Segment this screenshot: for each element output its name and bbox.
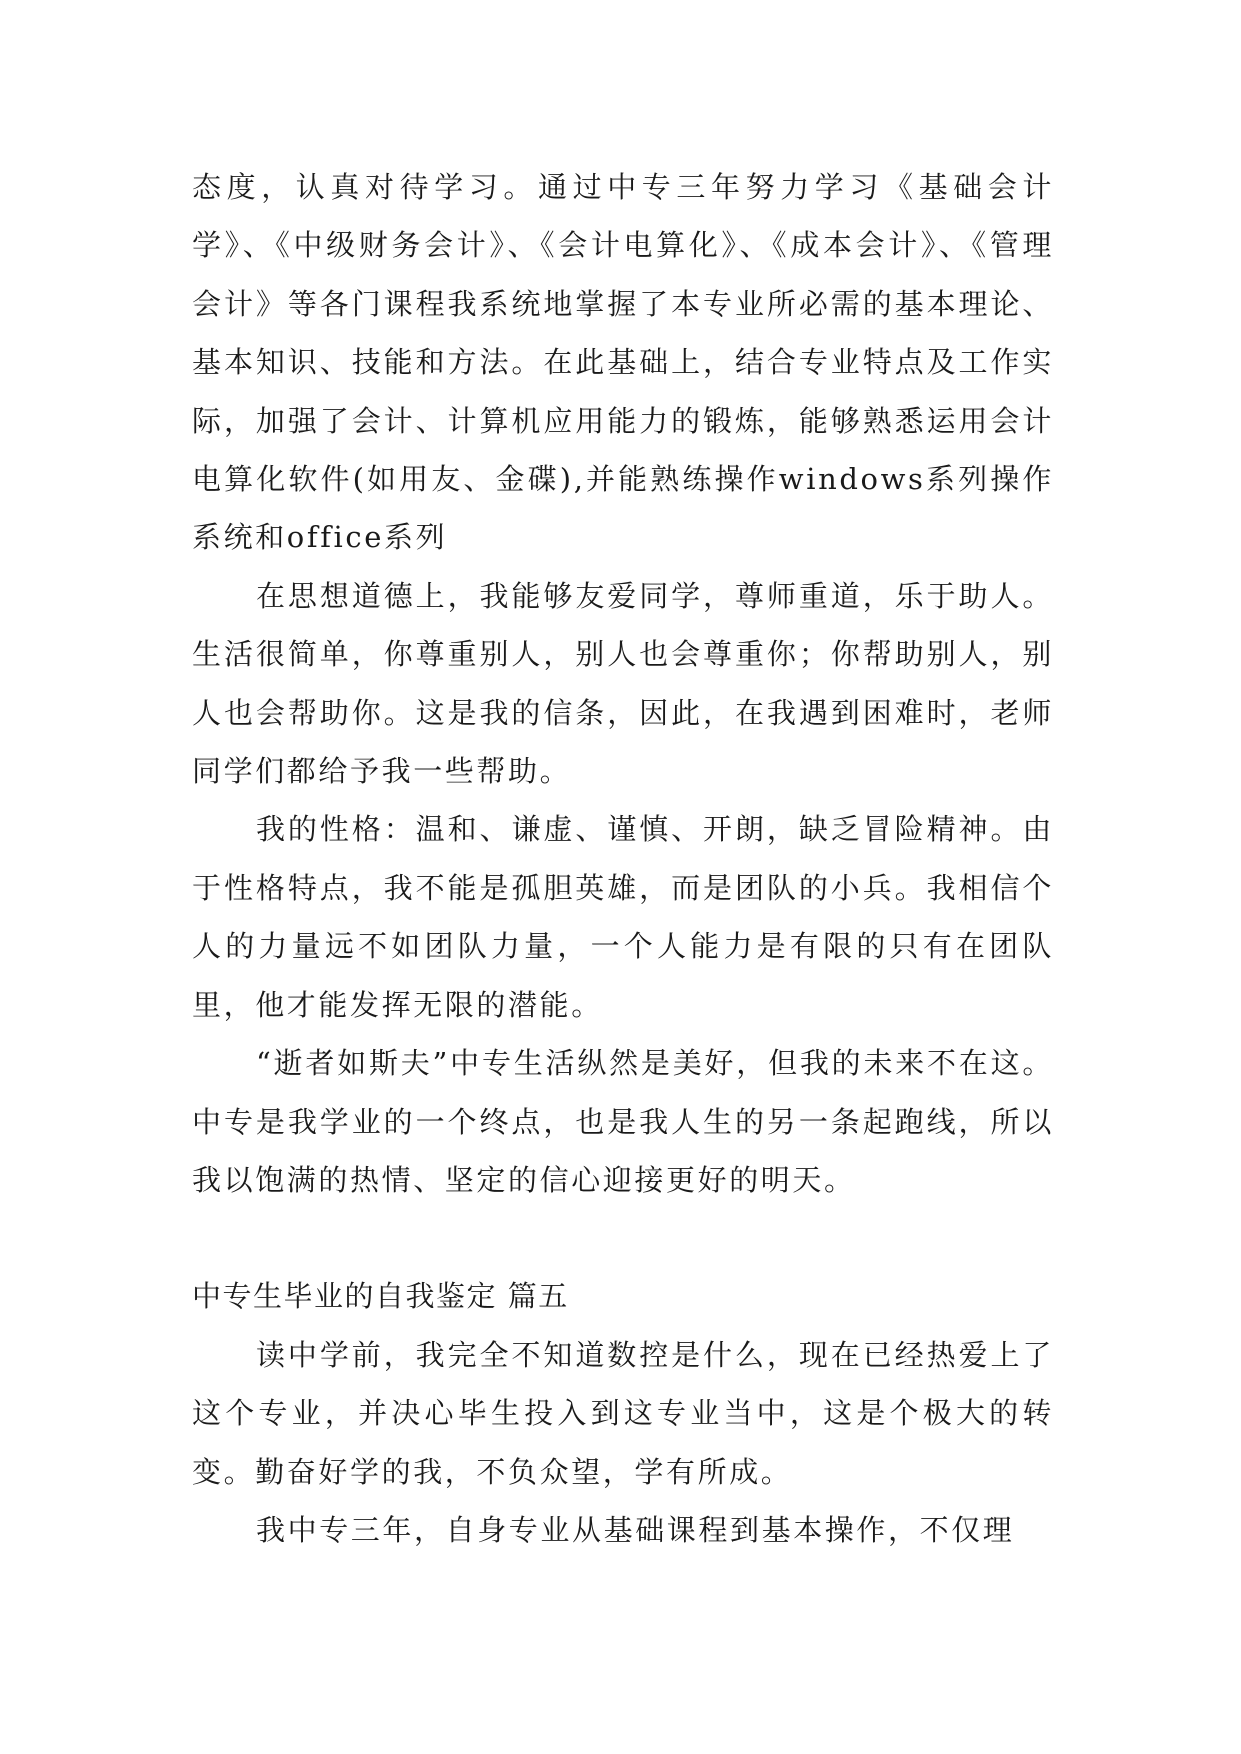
paragraph-personality: 我的性格：温和、谦虚、谨慎、开朗，缺乏冒险精神。由于性格特点，我不能是孤胆英雄，而是团队的小兵。我相信个人的力量远不如团队力量，一个人能力是有限的只有在团队里，他才能发挥无限的潜能。 (192, 812, 1054, 1022)
paragraph-cnc-study: 我中专三年，自身专业从基础课程到基本操作，不仅理 (256, 1512, 1015, 1547)
paragraph-morality: 在思想道德上，我能够友爱同学，尊师重道，乐于助人。生活很简单，你尊重别人，别人也会尊重你；你帮助别人，别人也会帮助你。这是我的信条，因此，在我遇到困难时，老师同学们都给予我一些帮助。 (192, 578, 1054, 789)
section-heading: 中专生毕业的自我鉴定 篇五 (192, 1279, 569, 1314)
paragraph-cnc-intro: 读中学前，我完全不知道数控是什么，现在已经热爱上了这个专业，并决心毕生投入到这专业当中，这是个极大的转变。勤奋好学的我，不负众望，学有所成。 (192, 1337, 1054, 1489)
document-body (192, 158, 1054, 1559)
paragraph-future: “逝者如斯夫”中专生活纵然是美好，但我的未来不在这。中专是我学业的一个终点，也是我人生的另一条起跑线，所以我以饱满的热情、坚定的信心迎接更好的明天。 (192, 1046, 1054, 1197)
paragraph-study-skills: 态度，认真对待学习。通过中专三年努力学习《基础会计学》、《中级财务会计》、《会计电算化》、《成本会计》、《管理会计》等各门课程我系统地掌握了本专业所必需的基本理论、基本知识、技能和方法。在此基础上，结合专业特点及工作实际，加强了会计、计算机应用能力的锻炼，能够熟悉运用会计电算化软件(如用友、金碟),并能熟练操作windows系列操作系统和office系列 (192, 170, 1054, 555)
